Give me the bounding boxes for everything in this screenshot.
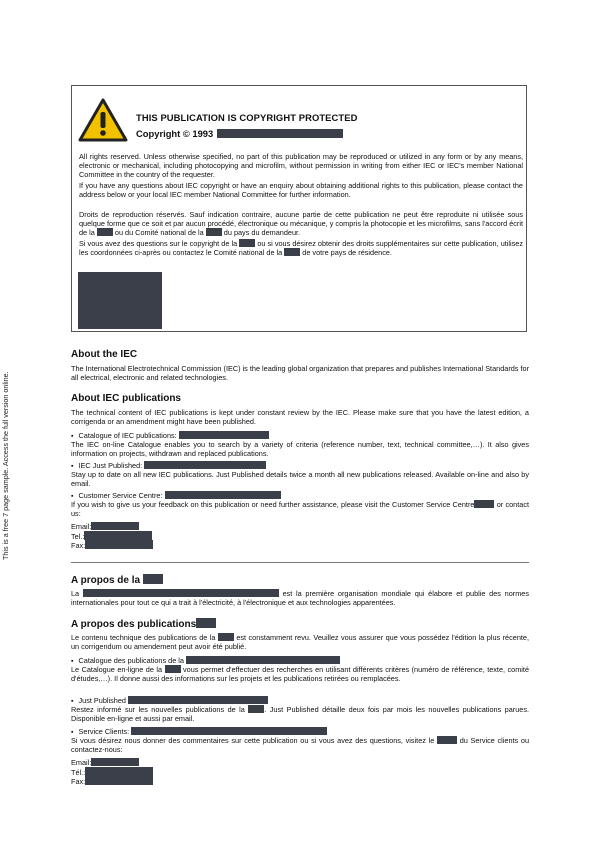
redaction: [83, 589, 279, 597]
apropos-heading: A propos de la: [71, 574, 163, 586]
redaction: [196, 618, 216, 628]
apropos-publications-heading: A propos des publications: [71, 618, 216, 630]
contact-tel: Tel.:: [71, 531, 152, 541]
redaction: [474, 500, 494, 508]
catalogue-fr-label: ▪ Catalogue des publications de la: [71, 656, 529, 666]
apropos-publications-intro: Le contenu technique des publications de la est constamment revu. Veuillez vous assurer que vous possédez l'édition la plus récente, un corrigendum ou amendement peut avoir été publié.: [71, 633, 529, 652]
service-clients-text: Si vous désirez nous donner des commentaires sur cette publication ou si vous avez des questions, visitez le du Service clients ou contactez-nous:: [71, 736, 530, 755]
contact-email: Email:: [71, 522, 139, 531]
contact-fr-fax: Fax:: [71, 776, 153, 786]
about-iec-text: The International Electrotechnical Commission (IEC) is the leading global organization that prepares and publishes International Standards for all electrical, electronic and related technologies.: [71, 364, 529, 383]
redaction: [131, 727, 327, 735]
copyright-fr-paragraph-1: Droits de reproduction réservés. Sauf indication contraire, aucune partie de cette publication ne peut être reproduite ni utilisée sous quelque forme que ce soit et par aucun procédé, électronique ou mécanique, y compris la photocopie et les microfilms, sans l'accord écrit de la ou du Comité national de la du pays du demandeur.: [79, 210, 523, 238]
redaction: [217, 129, 343, 138]
redaction: [144, 461, 266, 469]
contact-fax: Fax:: [71, 540, 153, 550]
warning-icon: [78, 98, 128, 142]
customer-service-text: If you wish to give us your feedback on this publication or need further assistance, please visit the Customer Service Centre or contact us:: [71, 500, 529, 519]
copyright-box: [71, 85, 527, 332]
catalogue-text: The IEC on-line Catalogue enables you to search by a variety of criteria (reference number, text, technical committee,…). It also gives information on projects, withdrawn and replaced publications.: [71, 440, 529, 459]
redaction: [85, 776, 153, 785]
just-published-label: ▪ IEC Just Published:: [71, 461, 529, 471]
redaction: [143, 574, 163, 584]
copyright-title: THIS PUBLICATION IS COPYRIGHT PROTECTED: [136, 112, 358, 123]
sample-notice: [1, 320, 17, 560]
copyright-en-paragraph-1: All rights reserved. Unless otherwise specified, no part of this publication may be reproduced or utilized in any form or by any means, electronic or mechanical, including photocopying and microfilm, without permission in writing from either IEC or IEC's member National Committee in the country of the requester.: [79, 152, 523, 180]
contact-fr-email: Email:: [71, 758, 139, 767]
redaction: [218, 633, 234, 641]
redaction: [85, 767, 153, 776]
copyright-en-paragraph-2: If you have any questions about IEC copyright or have an enquiry about obtaining additional rights to this publication, please contact the address below or your local IEC member National Committee for further information.: [79, 181, 523, 200]
redacted-address-block: [78, 272, 162, 329]
service-clients-label: ▪ Service Clients:: [71, 727, 529, 737]
redaction: [85, 540, 153, 549]
redaction: [239, 239, 255, 247]
copyright-line: Copyright © 1993: [136, 128, 343, 139]
contact-fr-tel: Tél.:: [71, 767, 153, 777]
redaction: [186, 656, 340, 664]
catalogue-fr-text: Le Catalogue en-ligne de la vous permet d'effectuer des recherches en utilisant différents critères (numéro de référence, texte, comité d'études,…). Il donne aussi des informations sur les projets et les publications retirées ou remplacées.: [71, 665, 530, 684]
catalogue-label: ▪ Catalogue of IEC publications:: [71, 431, 529, 441]
redaction: [248, 705, 264, 713]
section-divider: [71, 562, 529, 563]
redaction: [206, 228, 222, 236]
redaction: [128, 696, 268, 704]
redaction: [91, 522, 139, 530]
redaction: [284, 248, 300, 256]
sample-notice-text: This is a free 7 page sample. Access the full version online.: [1, 371, 10, 560]
copyright-fr-paragraph-2: Si vous avez des questions sur le copyright de la ou si vous désirez obtenir des droits supplémentaires sur cette publication, utilisez les coordonnées ci-après ou contactez le Comité national de la de votre pays de résidence.: [79, 239, 524, 258]
apropos-text: La est la première organisation mondiale qui élabore et publie des normes internationales pour tout ce qui a trait à l'électricité, à l'électronique et aux technologies apparentées.: [71, 589, 529, 608]
redaction: [97, 228, 113, 236]
redaction: [84, 531, 152, 540]
redaction: [165, 665, 181, 673]
about-publications-intro: The technical content of IEC publications is kept under constant review by the IEC. Please make sure that you have the latest edition, a corrigenda or an amendment might have been published.: [71, 408, 529, 427]
about-iec-heading: About the IEC: [71, 349, 138, 360]
redaction: [165, 491, 281, 499]
redaction: [437, 736, 457, 744]
just-published-fr-label: ▪ Just Published: [71, 696, 529, 706]
just-published-fr-text: Restez informé sur les nouvelles publications de la . Just Published détaille deux fois par mois les nouvelles publications parues. Disponible en-ligne et aussi par email.: [71, 705, 530, 724]
just-published-text: Stay up to date on all new IEC publications. Just Published details twice a month all new publications released. Available on-line and also by email.: [71, 470, 529, 489]
customer-service-label: ▪ Customer Service Centre:: [71, 491, 529, 501]
redaction: [179, 431, 269, 439]
redaction: [91, 758, 139, 766]
about-publications-heading: About IEC publications: [71, 393, 181, 404]
